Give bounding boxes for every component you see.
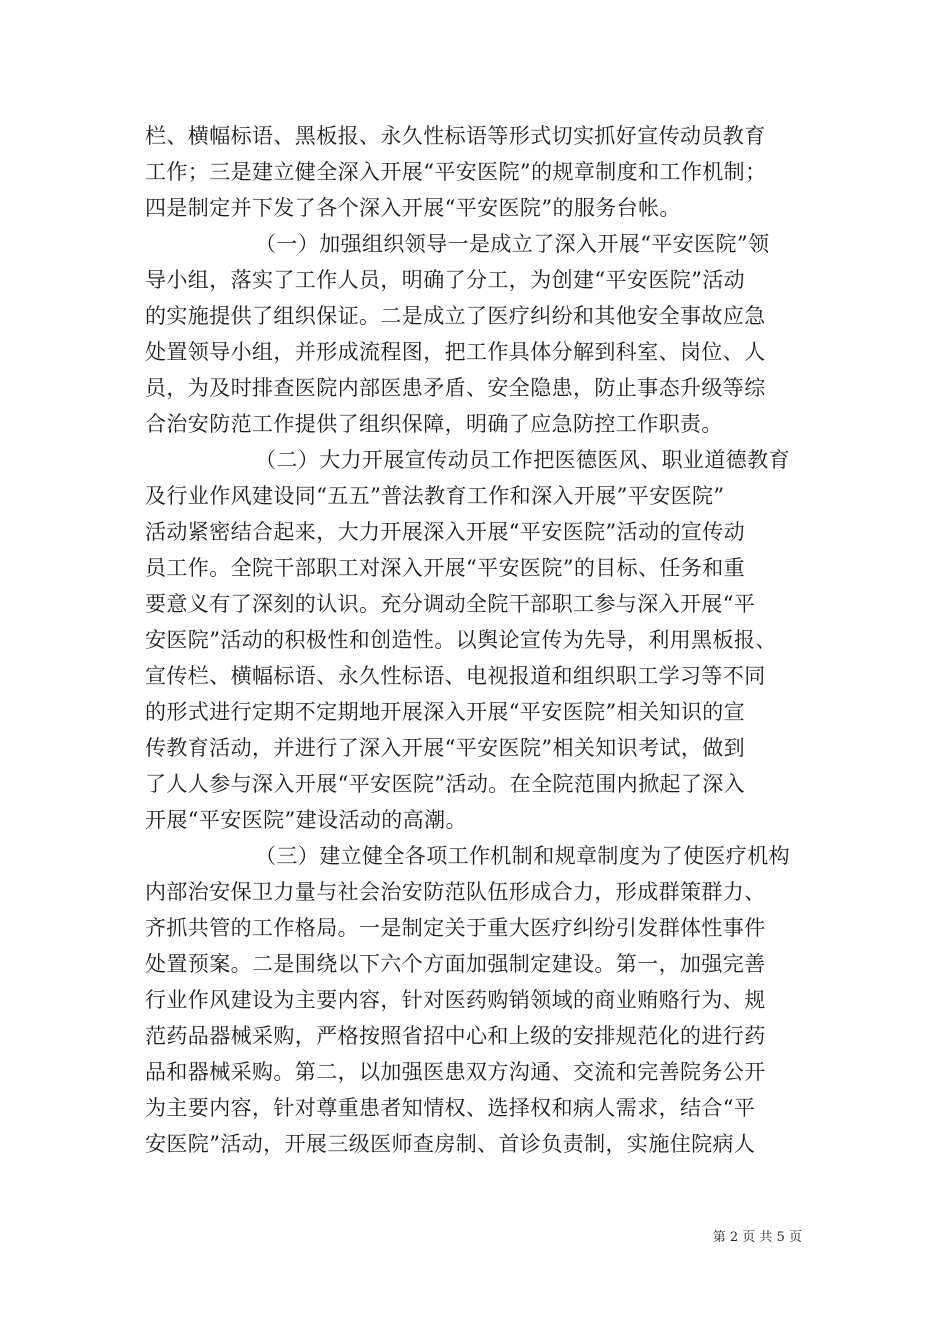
text-line: 品和器械采购。第二，以加强医患双方沟通、交流和完善院务公开 <box>145 1060 766 1084</box>
text-line: 为主要内容，针对尊重患者知情权、选择权和病人需求，结合“平 <box>145 1096 756 1120</box>
document-body <box>145 118 817 1162</box>
text-line: （二）大力开展宣传动员工作把医德医风、职业道德教育 <box>255 448 790 472</box>
text-line: 安医院”活动的积极性和创造性。以舆论宣传为先导，利用黑板报、 <box>145 628 777 652</box>
text-line: （一）加强组织领导一是成立了深入开展“平安医院”领 <box>255 232 770 256</box>
text-line: 要意义有了深刻的认识。充分调动全院干部职工参与深入开展“平 <box>145 592 756 616</box>
text-line: 工作；三是建立健全深入开展“平安医院”的规章制度和工作机制； <box>145 160 767 184</box>
text-line: 处置领导小组，并形成流程图，把工作具体分解到科室、岗位、人 <box>145 340 766 364</box>
text-line: 安医院”活动，开展三级医师查房制、首诊负责制，实施住院病人 <box>145 1132 756 1156</box>
text-line: 的形式进行定期不定期地开展深入开展“平安医院”相关知识的宣 <box>145 700 746 724</box>
paragraph-1 <box>145 118 817 226</box>
page-number-footer <box>713 1230 802 1246</box>
text-line: 范药品器械采购，严格按照省招中心和上级的安排规范化的进行药 <box>145 1024 766 1048</box>
current-page-number: 2 <box>729 1230 739 1245</box>
text-line: 及行业作风建设同“五五”普法教育工作和深入开展”平安医院” <box>145 484 725 508</box>
paragraph-3 <box>145 442 817 838</box>
text-line: 宣传栏、横幅标语、永久性标语、电视报道和组织职工学习等不同 <box>145 664 766 688</box>
text-line: 活动紧密结合起来，大力开展深入开展“平安医院”活动的宣传动 <box>145 520 746 544</box>
page-suffix: 页 <box>788 1230 802 1245</box>
text-line: 栏、横幅标语、黑板报、永久性标语等形式切实抓好宣传动员教育 <box>145 124 766 148</box>
text-line: 处置预案。二是围绕以下六个方面加强制定建设。第一，加强完善 <box>145 952 766 976</box>
text-line: 导小组，落实了工作人员，明确了分工，为创建“平安医院”活动 <box>145 268 746 292</box>
text-line: 了人人参与深入开展“平安医院”活动。在全院范围内掀起了深入 <box>145 772 746 796</box>
total-pages-number: 5 <box>776 1230 785 1245</box>
page-prefix: 第 <box>712 1230 726 1245</box>
text-line: 传教育活动，并进行了深入开展“平安医院”相关知识考试，做到 <box>145 736 746 760</box>
text-line: 员，为及时排查医院内部医患矛盾、安全隐患，防止事态升级等综 <box>145 376 766 400</box>
text-line: 内部治安保卫力量与社会治安防范队伍形成合力，形成群策群力、 <box>145 880 766 904</box>
text-line: 开展“平安医院”建设活动的高潮。 <box>145 808 467 832</box>
text-line: 齐抓共管的工作格局。一是制定关于重大医疗纠纷引发群体性事件 <box>145 916 766 940</box>
text-line: 行业作风建设为主要内容，针对医药购销领域的商业贿赂行为、规 <box>145 988 766 1012</box>
text-line: 合治安防范工作提供了组织保障，明确了应急防控工作职责。 <box>145 412 723 436</box>
page-middle-text: 页 共 <box>742 1230 773 1245</box>
paragraph-4 <box>145 838 817 1162</box>
text-line: 的实施提供了组织保证。二是成立了医疗纠纷和其他安全事故应急 <box>145 304 766 328</box>
text-line: （三）建立健全各项工作机制和规章制度为了使医疗机构 <box>255 844 790 868</box>
paragraph-2 <box>145 226 817 442</box>
text-line: 四是制定并下发了各个深入开展“平安医院”的服务台帐。 <box>145 196 681 220</box>
text-line: 员工作。全院干部职工对深入开展“平安医院”的目标、任务和重 <box>145 556 746 580</box>
